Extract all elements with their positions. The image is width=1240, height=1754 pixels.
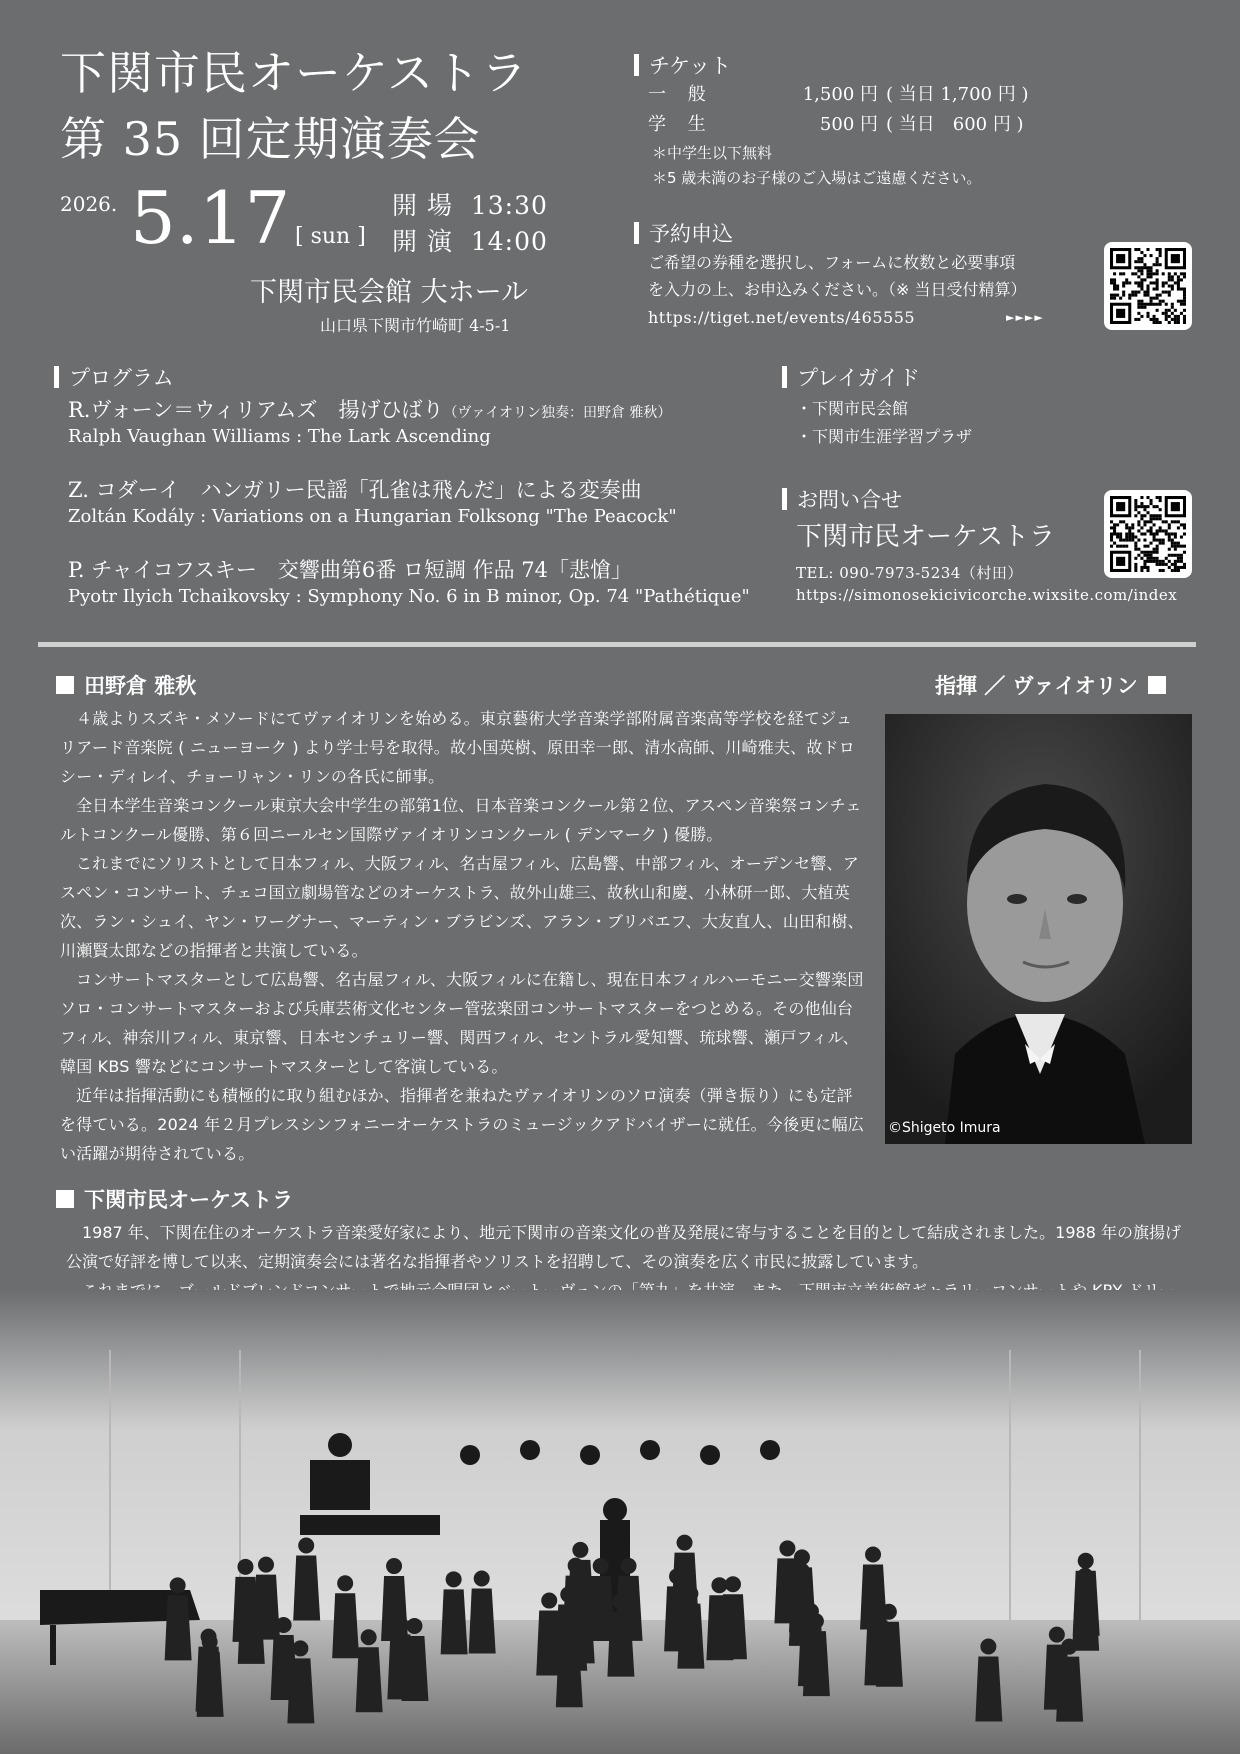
program-item-jp (68, 394, 671, 424)
program-item-2 (68, 474, 677, 527)
date-year: 2026. (60, 192, 118, 216)
open-time: 13:30 (470, 191, 548, 220)
concert-title (60, 40, 528, 172)
soloist-role-label: 指揮 ／ ヴァイオリン (935, 674, 1138, 698)
start-time-row (392, 222, 548, 258)
program-item-3 (68, 554, 750, 607)
venue-address: 山口県下関市竹崎町 4-5-1 (320, 316, 511, 335)
section-divider (38, 642, 1196, 647)
contact-heading-label: お問い合せ (797, 488, 902, 512)
date-main: 5.17 (130, 176, 291, 260)
date-day: [ sun ] (295, 224, 366, 249)
ticket-row-general (648, 80, 1028, 106)
playguide-heading (782, 362, 920, 392)
reservation-heading-label: 予約申込 (649, 222, 733, 246)
reservation-url[interactable]: https://tiget.net/events/465555 (648, 308, 916, 327)
program-heading-label: プログラム (69, 366, 174, 390)
soloist-bio (60, 704, 866, 1168)
reservation-qr-code[interactable] (1104, 242, 1192, 330)
heading-bar (54, 366, 59, 388)
venue: 下関市民会館 大ホール (250, 277, 529, 308)
contact-qr-code[interactable] (1104, 490, 1192, 578)
reservation-text-1: ご希望の券種を選択し、フォームに枚数と必要事項 (648, 253, 1016, 272)
contact-tel[interactable]: TEL: 090-7973-5234（村田） (796, 564, 1023, 582)
tickets-heading (634, 50, 731, 80)
program-heading (54, 362, 174, 392)
program-title-jp: Z. コダーイ ハンガリー民謡「孔雀は飛んだ」による変奏曲 (68, 478, 642, 502)
contact-url[interactable]: https://simonosekicivicorche.wixsite.com/index (796, 586, 1178, 604)
qr-code-icon (1110, 248, 1186, 324)
ticket-note-2: ＊5 歳未満のお子様のご入場はご遠慮ください。 (652, 169, 982, 187)
start-label: 開 演 (392, 227, 453, 256)
ticket-price: 500 円 (819, 114, 878, 135)
program-title-en: Zoltán Kodály : Variations on a Hungarian Folksong "The Peacock" (68, 506, 677, 527)
orchestra-paragraph: 1987 年、下関在住のオーケストラ音楽愛好家により、地元下関市の音楽文化の普及発展に寄与することを目的として結成されました。1988 年の旗揚げ公演で好評を博して以来、定期演奏会には著名な指揮者やソリストを招聘して、その演奏を広く市民に披露しています。 (66, 1223, 1181, 1271)
program-title-jp: P. チャイコフスキー 交響曲第6番 ロ短調 作品 74「悲愴」 (68, 558, 633, 582)
orchestra-heading-label: 下関市民オーケストラ (84, 1188, 294, 1212)
title-line-2: 第 35 回定期演奏会 (60, 112, 481, 166)
tickets-heading-label: チケット (649, 54, 732, 78)
heading-bar (634, 222, 639, 244)
program-title-en: Ralph Vaughan Williams : The Lark Ascending (68, 426, 491, 447)
title-line-1: 下関市民オーケストラ (60, 46, 529, 100)
bio-paragraph: これまでにソリストとして日本フィル、大阪フィル、名古屋フィル、広島響、中部フィル、オーデンセ響、アスペン・コンサート、チェコ国立劇場管などのオーケストラ、故外山雄三、故秋山和慶、小林研一郎、大植英次、ラン・シュイ、ヤン・ワーグナー、マーティン・ブラビンズ、アラン・ブリバエフ、大友直人、山田和樹、川瀬賢太郎などの指揮者と共演している。 (60, 854, 864, 960)
bio-paragraph: コンサートマスターとして広島響、名古屋フィル、大阪フィルに在籍し、現在日本フィルハーモニー交響楽団ソロ・コンサートマスターおよび兵庫芸術文化センター管弦楽団コンサートマスターをつとめる。その他仙台フィル、神奈川フィル、東京響、日本センチュリー響、関西フィル、セントラル愛知響、琉球響、瀬戸フィル、韓国 KBS 響などにコンサートマスターとして客演している。 (60, 970, 864, 1076)
heading-bar (634, 54, 639, 76)
contact-name: 下関市民オーケストラ (796, 522, 1055, 552)
orchestra-heading (56, 1184, 293, 1214)
program-title-jp: R.ヴォーン＝ウィリアムズ 揚げひばり (68, 398, 444, 422)
qr-code-icon (1110, 496, 1186, 572)
program-title-en: Pyotr Ilyich Tchaikovsky : Symphony No. 6 in B minor, Op. 74 "Pathétique" (68, 586, 750, 607)
orchestra-stage-photo (0, 1290, 1240, 1754)
bio-paragraph: ４歳よりスズキ・メソードにてヴァイオリンを始める。東京藝術大学音楽学部附属音楽高等学校を経てジュリアード音楽院 ( ニューヨーク ) より学士号を取得。故小国英樹、原田幸一郎、清水高師、川崎雅夫、故ドロシー・ディレイ、チョーリャン・リンの各氏に師事。 (60, 709, 855, 786)
square-bullet-icon (1148, 676, 1166, 694)
ticket-note-1: ＊中学生以下無料 (652, 144, 773, 162)
square-bullet-icon (56, 1190, 74, 1208)
stage-image (0, 1290, 1240, 1754)
reservation-heading (634, 218, 733, 248)
soloist-role (935, 670, 1166, 700)
heading-bar (782, 488, 787, 510)
ticket-door-price: ( 当日 1,700 円 ) (886, 84, 1029, 105)
soloist-name: 田野倉 雅秋 (84, 674, 197, 698)
program-item-1 (68, 394, 671, 447)
playguide-item: ・下関市生涯学習プラザ (796, 427, 973, 446)
soloist-heading (56, 670, 196, 700)
playguide-heading-label: プレイガイド (797, 366, 920, 390)
reservation-text-2: を入力の上、お申込みください。（※ 当日受付精算） (648, 280, 1027, 299)
photo-credit: ©Shigeto Imura (888, 1120, 1001, 1136)
bio-paragraph: 近年は指揮活動にも積極的に取り組むほか、指揮者を兼ねたヴァイオリンのソロ演奏（弾き振り）にも定評を得ている。2024 年２月プレスシンフォニーオーケストラのミュージックアドバイザーに就任。今後更に幅広い活躍が期待されている。 (60, 1086, 864, 1163)
square-bullet-icon (56, 676, 74, 694)
open-label: 開 場 (392, 191, 453, 220)
playguide-item: ・下関市民会館 (796, 399, 909, 418)
start-time: 14:00 (470, 227, 548, 256)
heading-bar (782, 366, 787, 388)
ticket-price: 1,500 円 (802, 84, 878, 105)
bio-paragraph: 全日本学生音楽コンクール東京大会中学生の部第1位、日本音楽コンクール第２位、アスペン音楽祭コンチェルトコンクール優勝、第６回ニールセン国際ヴァイオリンコンクール ( デンマーク ) 優勝。 (60, 796, 862, 844)
ticket-label: 学 生 (648, 114, 714, 135)
program-soloist-note: （ヴァイオリン独奏：田野倉 雅秋） (443, 405, 672, 421)
soloist-portrait (885, 714, 1192, 1144)
ticket-label: 一 般 (648, 84, 714, 105)
contact-heading (782, 484, 902, 514)
portrait-image (885, 714, 1192, 1144)
open-time-row (392, 186, 548, 222)
ticket-door-price: ( 当日 600 円 ) (886, 114, 1024, 135)
arrow-icon: ►►►► (1006, 311, 1044, 324)
ticket-row-student (648, 110, 1024, 136)
